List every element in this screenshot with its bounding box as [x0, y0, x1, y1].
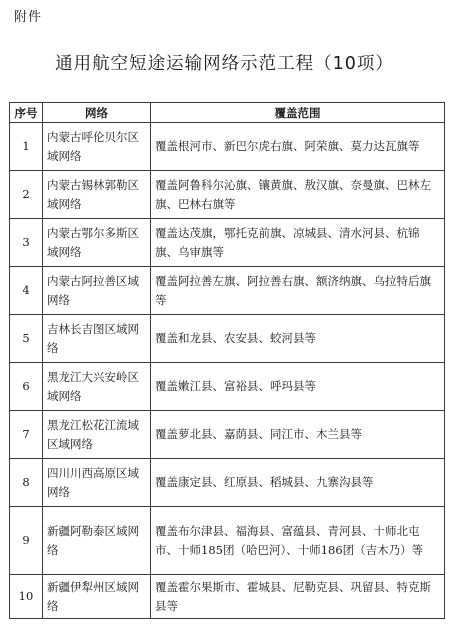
header-coverage: 覆盖范围 [151, 103, 445, 123]
row-coverage: 覆盖嫩江县、富裕县、呼玛县等 [151, 363, 445, 411]
row-coverage: 覆盖达茂旗，鄂托克前旗、凉城县、清水河县、杭锦旗、乌审旗等 [151, 219, 445, 267]
table-row [10, 123, 445, 171]
row-network: 内蒙古呼伦贝尔区域网络 [43, 123, 151, 171]
table-row [10, 267, 445, 315]
row-network: 内蒙古阿拉善区域网络 [43, 267, 151, 315]
row-network: 新疆阿勒泰区域网络 [43, 507, 151, 575]
row-network: 黑龙江大兴安岭区域网络 [43, 363, 151, 411]
row-coverage: 覆盖萝北县、嘉荫县、同江市、木兰县等 [151, 411, 445, 459]
row-network: 内蒙古鄂尔多斯区域网络 [43, 219, 151, 267]
row-no: 8 [10, 459, 43, 507]
table-row [10, 411, 445, 459]
table-row [10, 171, 445, 219]
row-network: 内蒙古锡林郭勒区域网络 [43, 171, 151, 219]
row-coverage: 覆盖和龙县、农安县、蛟河县等 [151, 315, 445, 363]
row-no: 4 [10, 267, 43, 315]
row-no: 7 [10, 411, 43, 459]
document-title: 通用航空短途运输网络示范工程（10项） [55, 54, 394, 74]
row-coverage: 覆盖布尔津县、福海县、富蕴县、青河县、十师北屯市、十师185团（哈巴河）、十师186团（吉木乃）等 [151, 507, 445, 575]
table-row [10, 219, 445, 267]
demonstration-projects-table [9, 102, 445, 619]
row-no: 10 [10, 575, 43, 619]
row-no: 1 [10, 123, 43, 171]
row-coverage: 覆盖霍尔果斯市、霍城县、尼勒克县、巩留县、特克斯县等 [151, 575, 445, 619]
table-row [10, 459, 445, 507]
row-coverage: 覆盖阿鲁科尔沁旗、镶黄旗、敖汉旗、奈曼旗、巴林左旗、巴林右旗等 [151, 171, 445, 219]
row-no: 5 [10, 315, 43, 363]
header-no: 序号 [10, 103, 43, 123]
row-coverage: 覆盖康定县、红原县、稻城县、九寨沟县等 [151, 459, 445, 507]
row-no: 3 [10, 219, 43, 267]
row-no: 2 [10, 171, 43, 219]
row-no: 6 [10, 363, 43, 411]
table-row [10, 315, 445, 363]
row-network: 黑龙江松花江流域区域网络 [43, 411, 151, 459]
row-network: 新疆伊犁州区域网络 [43, 575, 151, 619]
table-row [10, 575, 445, 619]
table-header-row [10, 103, 445, 123]
attachment-label: 附件 [14, 10, 43, 25]
row-network: 吉林长吉图区域网络 [43, 315, 151, 363]
table-row [10, 507, 445, 575]
row-coverage: 覆盖阿拉善左旗、阿拉善右旗、额济纳旗、乌拉特后旗等 [151, 267, 445, 315]
row-coverage: 覆盖根河市、新巴尔虎右旗、阿荣旗、莫力达瓦旗等 [151, 123, 445, 171]
header-network: 网络 [43, 103, 151, 123]
table-row [10, 363, 445, 411]
row-no: 9 [10, 507, 43, 575]
row-network: 四川川西高原区域网络 [43, 459, 151, 507]
